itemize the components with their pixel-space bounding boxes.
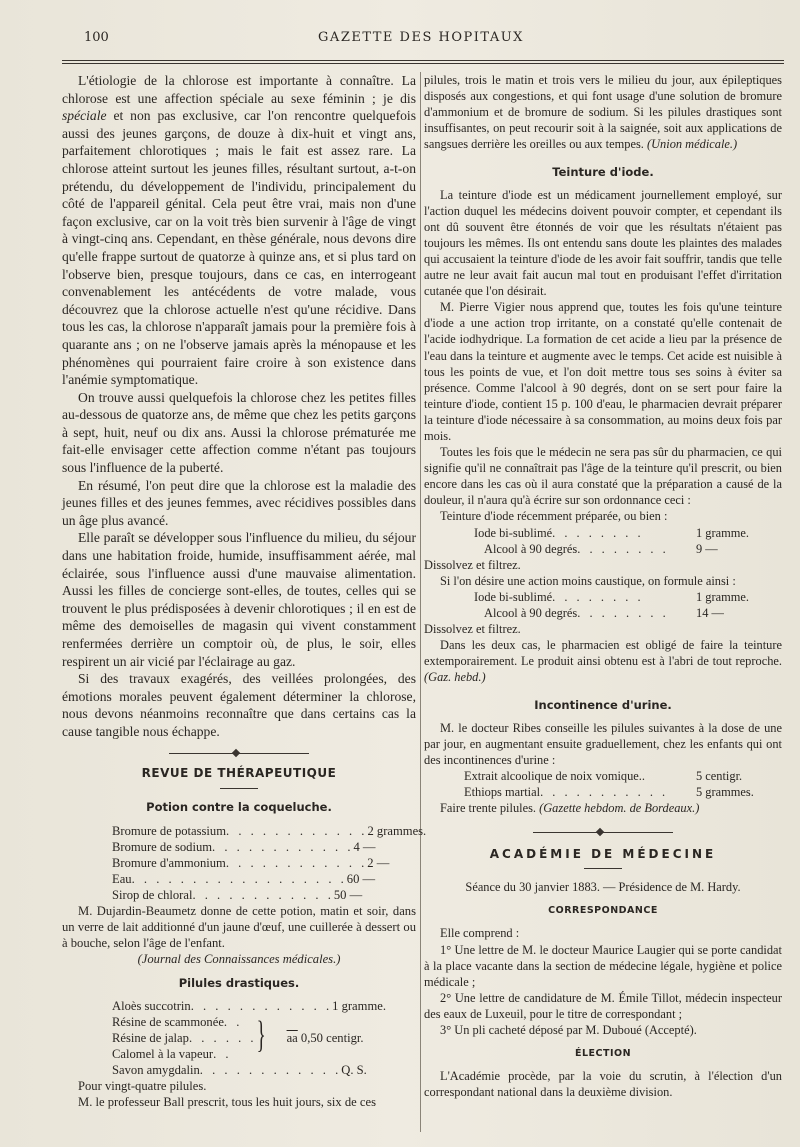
right-column (424, 72, 782, 1100)
prescription-item: Eau . . . . . . . . . . . . . . . . . . 60 — (112, 871, 376, 886)
header-rule (62, 60, 784, 61)
page-header (62, 30, 780, 52)
paragraph: 1° Une lettre de M. le docteur Maurice Laugier qui se porte candidat à la place vacante dans la section de médecine légale, hygiène et police médicale ; (424, 942, 782, 989)
prescription-item: Alcool à 90 degrés . . . . . . . . 14 — (484, 606, 724, 620)
left-column (62, 72, 427, 1110)
subsection-title-iode: Teinture d'iode. (552, 165, 654, 180)
paragraph: La teinture d'iode est un médicament journellement employé, sur l'action duquel les médecins doivent pouvoir compter, et cependant ils ont dû souvent être étonnés de voir que les résultats n'étaient pas toujours les mêmes. Ils ont entendu sans doute les plaintes des malades qui accusaient la teinture d'iode de les avoir fait souffrir, tandis que telle autre ne leur avait fait aucun mal tout en produisant l'effet d'irritation cutanée que l'on désirait. (424, 187, 782, 299)
paragraph: Si l'on désire une action moins caustique, on formule ainsi : (440, 573, 736, 588)
prescription-item: Aloès succotrin . . . . . . . . . . . . 1 gramme. (112, 999, 386, 1014)
paragraph: Dans les deux cas, le pharmacien est obligé de faire la teinture extemporairement. Le produit ainsi obtenu est à l'abri de tout reproche. (Gaz. hebd.) (424, 638, 782, 685)
section-title-revue: REVUE DE THÉRAPEUTIQUE (141, 765, 337, 780)
prescription-item: Savon amygdalin . . . . . . . . . . . . Q. S. (112, 1063, 367, 1078)
section-title-academie: ACADÉMIE DE MÉDECINE (489, 847, 717, 862)
running-title: GAZETTE DES HOPITAUX (318, 30, 524, 45)
section-separator (169, 749, 309, 757)
paragraph: Faire trente pilules. (Gazette hebdom. de Bordeaux.) (440, 801, 700, 816)
paragraph: M. le professeur Ball prescrit, tous les huit jours, six de ces (78, 1095, 376, 1110)
short-rule (220, 788, 258, 789)
brace-quantity: 0,50 centigr. (300, 1031, 364, 1046)
prescription-item: Iode bi-sublimé . . . . . . . . 1 gramme. (474, 589, 749, 604)
paragraph: M. le docteur Ribes conseille les pilules suivantes à la dose de une par jour, en augmentant ensuite graduellement, chez les enfants qui ont des incontinences d'urine : (424, 720, 782, 767)
paragraph: Si des travaux exagérés, des veillées prolongées, des émotions morales peuvent également déterminer la chlorose, nous devons néanmoins reconnaître que dans certains cas la cause tangible nous échappe. (62, 671, 416, 739)
section-separator (533, 828, 673, 836)
prescription-item: Bromure de sodium . . . . . . . . . . . . 4 — (112, 839, 376, 854)
source-citation: (Journal des Connaissances médicales.) (137, 951, 341, 966)
paragraph: Pour vingt-quatre pilules. (78, 1079, 207, 1094)
paragraph: M. Dujardin-Beaumetz donne de cette potion, matin et soir, dans un verre de lait additionné d'un jaune d'œuf, une cuillerée à dessert ou à bouche, selon l'âge de l'enfant. (62, 903, 416, 950)
short-rule (584, 868, 622, 869)
column-divider (420, 72, 421, 1132)
prescription-item: Sirop de chloral . . . . . . . . . . . . 50 — (112, 887, 363, 902)
prescription-item: Bromure de potassium . . . . . . . . . . . . 2 grammes. (112, 823, 427, 838)
section-title-election: ÉLECTION (574, 1048, 632, 1060)
prescription-item: Résine de jalap . . . . . . $\overline{aa}$ 0,50 centigr. (112, 1031, 364, 1046)
section-title-correspondance: CORRESPONDANCE (548, 905, 658, 917)
header-rule-2 (62, 63, 784, 64)
aa-mark: $\overline{aa}$ (286, 1031, 298, 1046)
prescription-pilules (62, 998, 416, 1078)
paragraph: M. Pierre Vigier nous apprend que, toutes les fois qu'une teinture d'iode a une action trop irritante, on a constaté qu'elle contenait de l'acide iodhydrique. La formation de cet acide a lieu par la présence de l'eau dans la teinture et augmente avec le temps. Cet acide est nuisible à tous les points de vue, et l'on doit mettre tous ses soins à éviter sa présence. Comme l'alcool à 90 degrés, dont on se sert pour faire la teinture d'iode, contient 15 p. 100 d'eau, le pharmacien devrait préparer la teinture d'iode nécessaire à sa consommation, au moins deux fois par mois. (424, 300, 782, 443)
seance-line: Séance du 30 janvier 1883. — Présidence de M. Hardy. (465, 880, 741, 895)
paragraph: Dissolvez et filtrez. (424, 622, 521, 637)
prescription-item: Extrait alcoolique de noix vomique.. 5 centigr. (464, 768, 743, 783)
subsection-title-pilules: Pilules drastiques. (178, 975, 300, 990)
paragraph: pilules, trois le matin et trois vers le milieu du jour, aux épileptiques disposés aux congestions, et qui font usage d'une solution de bromure d'ammonium et de bromure de sodium. Si les pilules drastiques sont insuffisantes, on peut recourir soit à la saignée, soit aux applications de sangsues derrière les oreilles ou aux tempes. (Union médicale.) (424, 73, 782, 152)
prescription-item: Bromure d'ammonium . . . . . . . . . . . . 2 — (112, 855, 390, 870)
prescription-item: Calomel à la vapeur . . (112, 1047, 232, 1062)
paragraph: Teinture d'iode récemment préparée, ou bien : (440, 509, 668, 524)
prescription-coqueluche (62, 823, 427, 903)
prescription-item: Alcool à 90 degrés . . . . . . . . 9 — (484, 541, 718, 556)
subsection-title-coqueluche: Potion contre la coqueluche. (146, 800, 332, 815)
paragraph: En résumé, l'on peut dire que la chlorose est la maladie des jeunes filles et des jeunes femmes, avec récidives possibles dans un âge plus avancé. (62, 477, 416, 528)
paragraph: Elle comprend : (440, 926, 520, 941)
paragraph: L'étiologie de la chlorose est importante à connaître. La chlorose est une affection spéciale au sexe féminin ; je dis spéciale et non pas exclusive, car l'on rencontre quelquefois aussi des jeunes garçons, de douze à dix-huit et vingt ans, parfaitement chlorotiques ; mais le fait est assez rare. La chlorose atteint surtout les jeunes filles, résultant surtout, a-t-on prétendu, du développement de l'individu, principalement du côté de l'appareil génital. Cela peut être vrai, mais non d'une façon exclusive, car on la voit très bien survenir à l'âge de vingt à vingt-cinq ans. Cependant, en thèse générale, nous devons dire qu'elle frappe surtout de quatorze à quinze ans, et si plus tard on l'observe bien, presque toujours, dans ce cas, en interrogeant convenablement les antécédents de votre malade, vous découvrez que la chlorose actuelle n'est qu'une récidive. Dans tous les cas, la chlorose n'apparaît jamais pour la première fois à quarante ans ; on ne l'observe jamais après la ménopause et les phénomènes qui pourraient faire croire à son existence dans l'anémie symptomatique. (62, 73, 416, 388)
brace-glyph: } (256, 1014, 266, 1057)
paragraph: Elle paraît se développer sous l'influence du milieu, du séjour dans une habitation froide, humide, insuffisamment aérée, mal éclairée, sous l'influence aussi d'une mauvaise alimentation. Aussi les filles de concierge sont-elles, de toutes, celles qui se trouvent le plus prédisposées à devenir chlorotiques ; il en est de même des demoiselles de magasin qui vivent constamment renfermées derrière un comptoir où, de plus, le soir, elles respirent un air vicié par l'éclairage au gaz. (62, 530, 416, 669)
paragraph: Dissolvez et filtrez. (424, 557, 521, 572)
paragraph: On trouve aussi quelquefois la chlorose chez les petites filles au-dessous de quatorze ans, de même que chez les petits garçons à sept, huit, neuf ou dix ans. Aussi la chlorose prématurée me fait-elle envisager cette affection comme n'étant pas toujours sous l'influence de la puberté. (62, 389, 416, 476)
paragraph: Toutes les fois que le médecin ne sera pas sûr du pharmacien, ce qui signifie qu'il ne connaîtrait pas l'âge de la teinture qu'il prescrit, ou bien encore dans les cas où il aura constaté que la préparation a causé de la douleur, il n'aura qu'à écrire sur son ordonnance ceci : (424, 445, 782, 508)
prescription-item: Résine de scammonée . . (112, 1015, 243, 1030)
paragraph: 3° Un pli cacheté déposé par M. Duboué (Accepté). (440, 1022, 697, 1037)
subsection-title-incontinence: Incontinence d'urine. (534, 698, 672, 713)
paragraph: 2° Une lettre de candidature de M. Émile Tillot, médecin inspecteur des eaux de Luxeuil, pour le titre de correspondant ; (424, 990, 782, 1021)
prescription-item: Ethiops martial . . . . . . . . . . . 5 grammes. (464, 784, 754, 799)
page-number: 100 (84, 30, 109, 45)
prescription-item: Iode bi-sublimé . . . . . . . . 1 gramme. (474, 525, 749, 540)
paragraph: L'Académie procède, par la voie du scrutin, à l'élection d'un correspondant national dans la deuxième division. (424, 1069, 782, 1100)
